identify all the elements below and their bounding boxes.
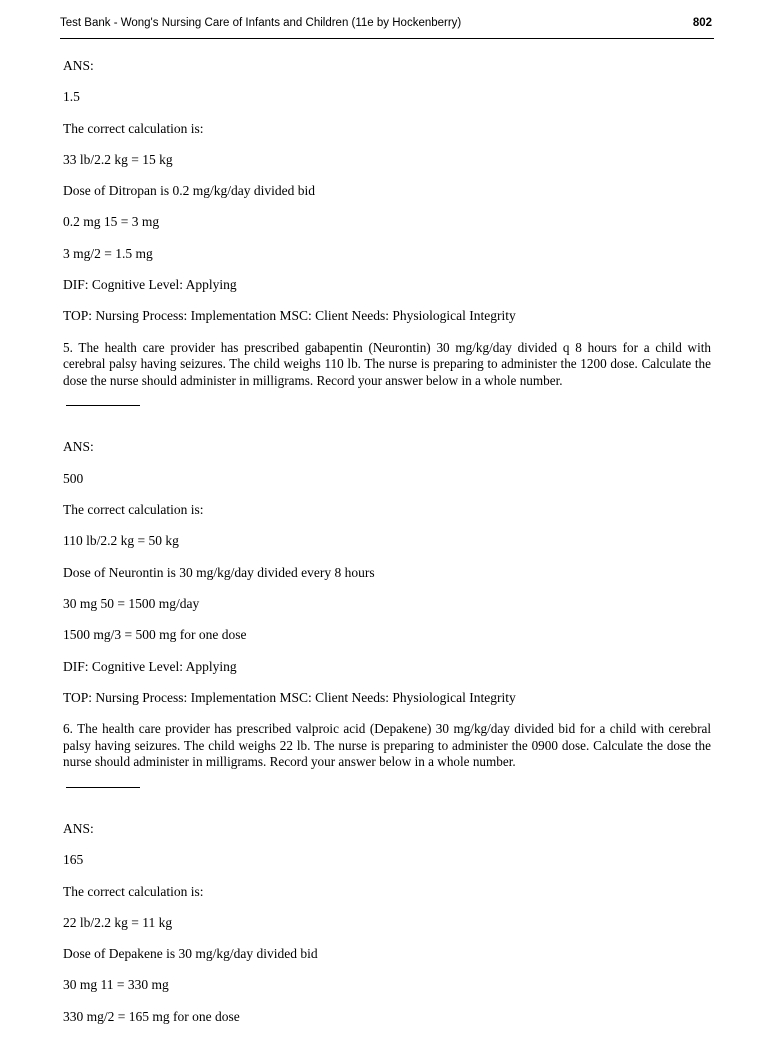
header-title: Test Bank - Wong's Nursing Care of Infants and Children (11e by Hockenberry)	[60, 17, 462, 29]
document-body	[63, 58, 711, 1040]
body-paragraph: TOP: Nursing Process: Implementation MSC: Client Needs: Physiological Integrity	[63, 689, 516, 705]
body-paragraph: The correct calculation is:	[63, 883, 204, 899]
body-paragraph: 1500 mg/3 = 500 mg for one dose	[63, 627, 247, 643]
body-paragraph: The correct calculation is:	[63, 120, 204, 136]
body-paragraph: ANS:	[63, 58, 94, 73]
question-paragraph: 5. The health care provider has prescribed gabapentin (Neurontin) 30 mg/kg/day divided q 8 hours for a child with cerebral palsy having seizures. The child weighs 110 lb. The nurse is preparing to administer the 1200 dose. Calculate the dose the nurse should administer in milligrams. Record your answer below in a whole number.	[63, 339, 711, 388]
body-paragraph: 0.2 mg 15 = 3 mg	[63, 214, 160, 230]
body-paragraph: The correct calculation is:	[63, 502, 204, 518]
body-paragraph: 30 mg 11 = 330 mg	[63, 977, 169, 993]
blank-rule	[66, 787, 140, 788]
body-paragraph: 330 mg/2 = 165 mg for one dose	[63, 1008, 240, 1024]
body-paragraph: 3 mg/2 = 1.5 mg	[63, 245, 153, 261]
body-paragraph: Dose of Ditropan is 0.2 mg/kg/day divided bid	[63, 183, 315, 199]
body-paragraph: Dose of Depakene is 30 mg/kg/day divided bid	[63, 946, 318, 962]
answer-blank-line	[63, 787, 711, 821]
body-paragraph: 1.5	[63, 89, 80, 105]
body-paragraph: 30 mg 50 = 1500 mg/day	[63, 595, 200, 611]
body-paragraph: TOP: Nursing Process: Implementation MSC: Client Needs: Physiological Integrity	[63, 308, 516, 324]
body-paragraph: DIF: Cognitive Level: Applying	[63, 277, 237, 293]
blank-rule	[66, 405, 140, 406]
body-paragraph: Dose of Neurontin is 30 mg/kg/day divided every 8 hours	[63, 564, 375, 580]
body-paragraph: ANS:	[63, 820, 94, 836]
body-paragraph: 165	[63, 852, 84, 868]
body-paragraph: 500	[63, 470, 84, 486]
body-paragraph: 33 lb/2.2 kg = 15 kg	[63, 151, 173, 167]
answer-blank-line	[63, 405, 711, 439]
body-paragraph: ANS:	[63, 439, 94, 455]
body-paragraph: 22 lb/2.2 kg = 11 kg	[63, 914, 173, 930]
question-paragraph: 6. The health care provider has prescribed valproic acid (Depakene) 30 mg/kg/day divided bid for a child with cerebral palsy having seizures. The child weighs 22 lb. The nurse is preparing to administer the 0900 dose. Calculate the dose the nurse should administer in milligrams. Record your answer below in a whole number.	[63, 721, 711, 770]
body-paragraph: DIF: Cognitive Level: Applying	[63, 658, 237, 674]
page-header	[60, 16, 714, 39]
header-page-number: 802	[692, 17, 712, 29]
body-paragraph: 110 lb/2.2 kg = 50 kg	[63, 533, 179, 549]
